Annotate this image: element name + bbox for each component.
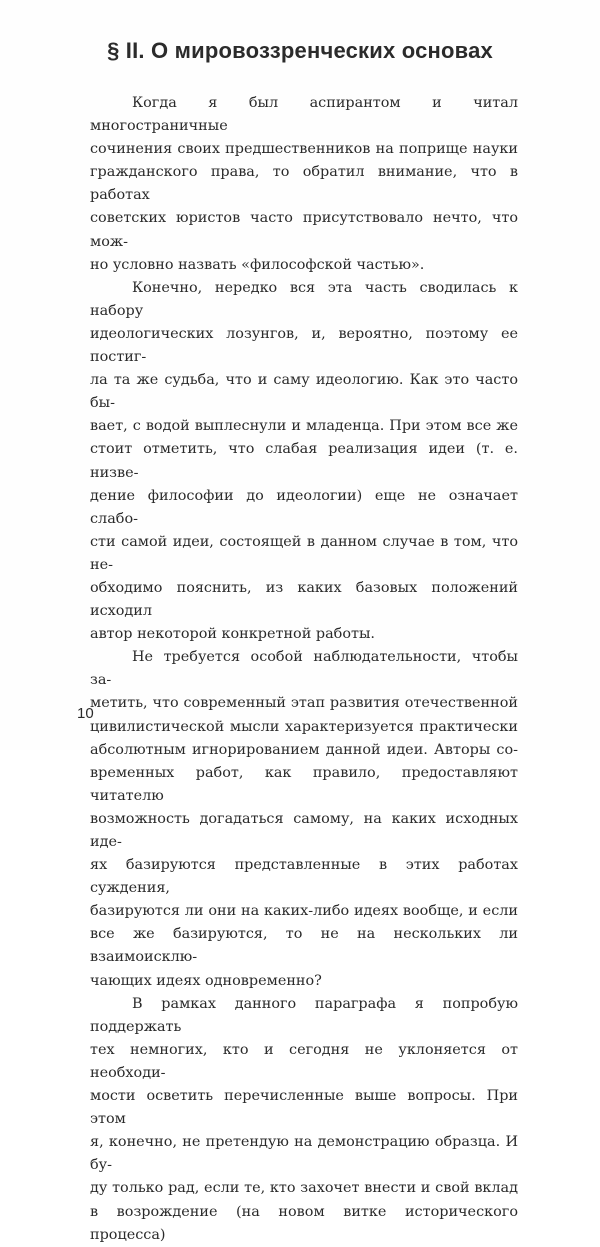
text-line: временных работ, как правило, предоставляют читателю [90,764,518,804]
text-line: в возрождение (на новом витке исторического процесса) [90,1203,518,1243]
text-line: абсолютным игнорированием данной идеи. Авторы со- [90,741,518,758]
text-line: ла та же судьба, что и саму идеологию. Как это часто бы- [90,372,518,412]
text-line: ду только рад, если те, кто захочет внести и свой вклад [90,1180,518,1197]
section-heading: § II. О мировоззренческих основах [107,38,493,63]
text-line: вает, с водой выплеснули и младенца. При этом все же [90,418,518,435]
page-number: 10 [77,705,94,722]
text-line: метить, что современный этап развития отечественной [90,695,518,712]
text-line: сти самой идеи, состоящей в данном случае в том, что не- [90,533,518,573]
text-line: ях базируются представленные в этих работах суждения, [90,857,518,897]
text-line: сочинения своих предшественников на поприще науки [90,141,518,158]
text-line: все же базируются, то не на нескольких ли взаимоисклю- [90,926,518,966]
body-text [90,92,518,1247]
text-line: базируются ли они на каких-либо идеях вообще, и если [90,903,518,920]
text-line: чающих идеях одновременно? [90,972,322,989]
text-line: цивилистической мысли характеризуется практически [90,718,518,735]
text-line: Не требуется особой наблюдательности, чтобы за- [90,649,518,689]
text-line: я, конечно, не претендую на демонстрацию образца. И бу- [90,1134,518,1174]
text-line: автор некоторой конкретной работы. [90,626,375,643]
text-line: обходимо пояснить, из каких базовых положений исходил [90,579,518,620]
text-line: В рамках данного параграфа я попробую поддержать [90,995,518,1035]
text-line: возможность догадаться самому, на каких исходных иде- [90,810,518,850]
text-line: мости осветить перечисленные выше вопросы. При этом [90,1088,518,1128]
text-line: тех немногих, кто и сегодня не уклоняется от необходи- [90,1041,518,1081]
text-line: идеологических лозунгов, и, вероятно, поэтому ее постиг- [90,325,518,366]
text-line: гражданского права, то обратил внимание, что в работах [90,164,518,204]
text-line: советских юристов часто присутствовало нечто, что мож- [90,210,518,250]
text-line: дение философии до идеологии) еще не означает слабо- [90,487,518,527]
text-line: стоит отметить, что слабая реализация идеи (т. е. низве- [90,441,518,481]
text-line: но условно назвать «философской частью». [90,256,425,273]
text-line: Когда я был аспирантом и читал многостраничные [90,95,518,135]
text-line: Конечно, нередко вся эта часть сводилась к набору [90,279,518,319]
